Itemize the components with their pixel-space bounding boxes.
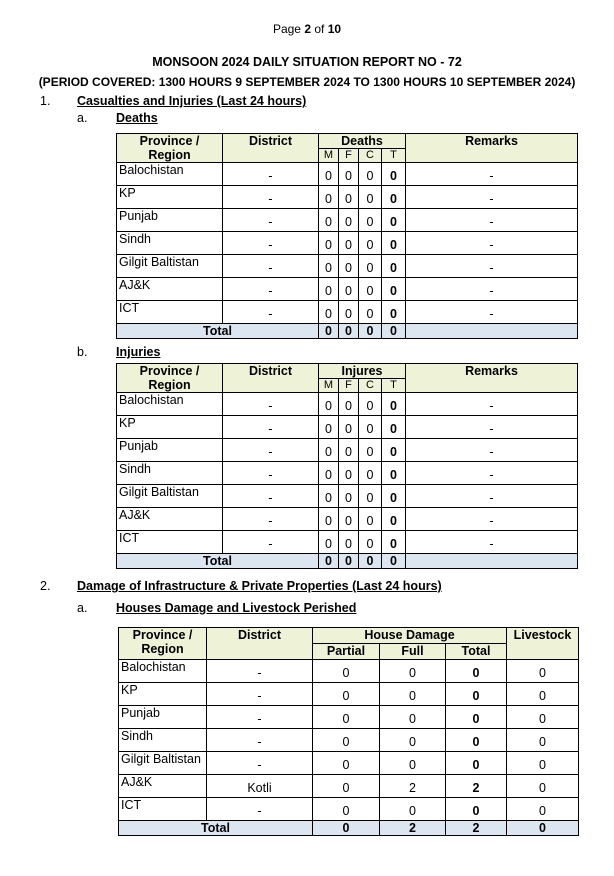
cell-c: 0 (359, 163, 382, 186)
cell-partial: 0 (313, 775, 380, 798)
col-t: T (382, 379, 406, 393)
cell-full: 0 (380, 798, 446, 821)
cell-c: 0 (359, 508, 382, 531)
col-province: Province / Region (117, 134, 223, 163)
cell-partial: 0 (313, 729, 380, 752)
cell-district: - (207, 798, 313, 821)
cell-livestock: 0 (507, 775, 579, 798)
cell-remarks: - (406, 255, 578, 278)
cell-remarks: - (406, 439, 578, 462)
total-row (119, 821, 579, 836)
col-province: Province / Region (117, 364, 223, 393)
col-f: F (339, 379, 359, 393)
total-m: 0 (319, 324, 339, 339)
cell-remarks: - (406, 531, 578, 554)
cell-full: 0 (380, 660, 446, 683)
col-group: Injures (319, 364, 406, 379)
cell-t: 0 (382, 301, 406, 324)
total-label: Total (117, 554, 319, 569)
cell-province: Punjab (117, 439, 223, 462)
deaths-table (116, 133, 578, 339)
cell-c: 0 (359, 485, 382, 508)
cell-total: 0 (446, 752, 507, 775)
cell-district: - (223, 508, 319, 531)
cell-c: 0 (359, 209, 382, 232)
total-partial: 0 (313, 821, 380, 836)
cell-partial: 0 (313, 706, 380, 729)
cell-partial: 0 (313, 683, 380, 706)
cell-c: 0 (359, 255, 382, 278)
cell-t: 0 (382, 531, 406, 554)
total-full: 2 (380, 821, 446, 836)
cell-f: 0 (339, 439, 359, 462)
cell-livestock: 0 (507, 752, 579, 775)
cell-m: 0 (319, 531, 339, 554)
injuries-heading: Injuries (116, 345, 161, 359)
cell-m: 0 (319, 209, 339, 232)
cell-district: - (223, 301, 319, 324)
cell-f: 0 (339, 255, 359, 278)
table-row (117, 278, 578, 301)
cell-m: 0 (319, 278, 339, 301)
cell-remarks: - (406, 186, 578, 209)
cell-full: 0 (380, 752, 446, 775)
table-row (119, 660, 579, 683)
table-row (117, 531, 578, 554)
col-total: Total (446, 644, 507, 660)
col-full: Full (380, 644, 446, 660)
cell-district: - (223, 393, 319, 416)
cell-f: 0 (339, 209, 359, 232)
cell-remarks: - (406, 508, 578, 531)
total-remarks (406, 554, 578, 569)
col-group: Deaths (319, 134, 406, 149)
period-covered: (PERIOD COVERED: 1300 HOURS 9 SEPTEMBER 2024 TO 1300 HOURS 10 SEPTEMBER 2024) (38, 75, 576, 89)
cell-livestock: 0 (507, 706, 579, 729)
houses-heading: Houses Damage and Livestock Perished (116, 601, 357, 615)
cell-district: - (223, 416, 319, 439)
col-partial: Partial (313, 644, 380, 660)
cell-t: 0 (382, 508, 406, 531)
cell-partial: 0 (313, 660, 380, 683)
cell-district: - (223, 255, 319, 278)
table-row (117, 255, 578, 278)
cell-province: Balochistan (117, 393, 223, 416)
houses-letter: a. (77, 601, 88, 615)
cell-district: - (207, 683, 313, 706)
total-label: Total (117, 324, 319, 339)
col-district: District (223, 364, 319, 393)
cell-remarks: - (406, 232, 578, 255)
cell-province: KP (117, 186, 223, 209)
cell-province: ICT (117, 301, 223, 324)
report-title: MONSOON 2024 DAILY SITUATION REPORT NO - 72 (152, 55, 462, 69)
cell-province: Gilgit Baltistan (119, 752, 207, 775)
col-f: F (339, 149, 359, 163)
cell-province: Gilgit Baltistan (117, 255, 223, 278)
cell-c: 0 (359, 416, 382, 439)
col-c: C (359, 149, 382, 163)
cell-f: 0 (339, 393, 359, 416)
cell-province: Sindh (117, 462, 223, 485)
cell-district: - (223, 209, 319, 232)
cell-c: 0 (359, 278, 382, 301)
total-remarks (406, 324, 578, 339)
col-livestock: Livestock (507, 628, 579, 660)
cell-t: 0 (382, 163, 406, 186)
cell-f: 0 (339, 186, 359, 209)
total-total: 2 (446, 821, 507, 836)
cell-full: 0 (380, 729, 446, 752)
injuries-table (116, 363, 578, 569)
cell-t: 0 (382, 393, 406, 416)
section-2-title: Damage of Infrastructure & Private Properties (Last 24 hours) (77, 579, 442, 593)
cell-f: 0 (339, 232, 359, 255)
col-district: District (207, 628, 313, 660)
cell-province: Balochistan (119, 660, 207, 683)
col-district: District (223, 134, 319, 163)
cell-remarks: - (406, 301, 578, 324)
col-m: M (319, 379, 339, 393)
table-row (119, 798, 579, 821)
cell-livestock: 0 (507, 798, 579, 821)
cell-m: 0 (319, 416, 339, 439)
cell-c: 0 (359, 462, 382, 485)
cell-province: KP (117, 416, 223, 439)
table-row (119, 752, 579, 775)
cell-province: ICT (117, 531, 223, 554)
table-row (117, 232, 578, 255)
cell-province: KP (119, 683, 207, 706)
total-row (117, 554, 578, 569)
cell-total: 0 (446, 660, 507, 683)
cell-district: - (223, 278, 319, 301)
section-2-number: 2. (40, 579, 51, 593)
cell-district: - (207, 706, 313, 729)
cell-f: 0 (339, 531, 359, 554)
col-t: T (382, 149, 406, 163)
table-row (117, 186, 578, 209)
cell-c: 0 (359, 439, 382, 462)
cell-district: - (223, 232, 319, 255)
cell-province: Punjab (117, 209, 223, 232)
cell-m: 0 (319, 232, 339, 255)
table-row (117, 209, 578, 232)
cell-c: 0 (359, 301, 382, 324)
cell-district: - (223, 163, 319, 186)
cell-m: 0 (319, 508, 339, 531)
cell-total: 0 (446, 729, 507, 752)
table-row (117, 439, 578, 462)
cell-district: - (223, 531, 319, 554)
cell-province: Sindh (119, 729, 207, 752)
cell-province: Punjab (119, 706, 207, 729)
col-house-damage: House Damage (313, 628, 507, 644)
cell-total: 0 (446, 706, 507, 729)
total-f: 0 (339, 554, 359, 569)
table-row (119, 729, 579, 752)
cell-f: 0 (339, 508, 359, 531)
section-1-title: Casualties and Injuries (Last 24 hours) (77, 94, 307, 108)
total-label: Total (119, 821, 313, 836)
cell-district: - (223, 485, 319, 508)
cell-livestock: 0 (507, 660, 579, 683)
cell-f: 0 (339, 301, 359, 324)
page-number: Page 2 of 10 (272, 22, 342, 36)
cell-remarks: - (406, 393, 578, 416)
cell-c: 0 (359, 186, 382, 209)
total-livestock: 0 (507, 821, 579, 836)
total-f: 0 (339, 324, 359, 339)
cell-m: 0 (319, 485, 339, 508)
cell-district: Kotli (207, 775, 313, 798)
cell-livestock: 0 (507, 683, 579, 706)
cell-f: 0 (339, 462, 359, 485)
cell-m: 0 (319, 462, 339, 485)
cell-m: 0 (319, 163, 339, 186)
deaths-heading: Deaths (116, 111, 158, 125)
cell-t: 0 (382, 209, 406, 232)
total-row (117, 324, 578, 339)
total-c: 0 (359, 324, 382, 339)
cell-total: 0 (446, 798, 507, 821)
total-c: 0 (359, 554, 382, 569)
table-row (119, 683, 579, 706)
cell-remarks: - (406, 278, 578, 301)
total-t: 0 (382, 554, 406, 569)
col-c: C (359, 379, 382, 393)
deaths-letter: a. (77, 111, 88, 125)
cell-m: 0 (319, 393, 339, 416)
cell-remarks: - (406, 163, 578, 186)
cell-district: - (207, 752, 313, 775)
injuries-letter: b. (77, 345, 88, 359)
cell-t: 0 (382, 278, 406, 301)
cell-t: 0 (382, 462, 406, 485)
cell-t: 0 (382, 416, 406, 439)
cell-district: - (207, 660, 313, 683)
cell-full: 2 (380, 775, 446, 798)
table-row (119, 775, 579, 798)
total-m: 0 (319, 554, 339, 569)
col-remarks: Remarks (406, 364, 578, 393)
table-row (117, 462, 578, 485)
table-row (117, 508, 578, 531)
cell-t: 0 (382, 485, 406, 508)
cell-total: 0 (446, 683, 507, 706)
cell-remarks: - (406, 416, 578, 439)
table-row (117, 416, 578, 439)
cell-district: - (223, 186, 319, 209)
cell-province: ICT (119, 798, 207, 821)
cell-province: AJ&K (117, 278, 223, 301)
cell-district: - (207, 729, 313, 752)
cell-remarks: - (406, 485, 578, 508)
cell-t: 0 (382, 255, 406, 278)
table-row (117, 301, 578, 324)
cell-district: - (223, 462, 319, 485)
cell-f: 0 (339, 485, 359, 508)
cell-full: 0 (380, 706, 446, 729)
cell-partial: 0 (313, 798, 380, 821)
col-m: M (319, 149, 339, 163)
cell-m: 0 (319, 439, 339, 462)
cell-m: 0 (319, 301, 339, 324)
cell-province: Sindh (117, 232, 223, 255)
cell-c: 0 (359, 393, 382, 416)
cell-remarks: - (406, 462, 578, 485)
cell-t: 0 (382, 439, 406, 462)
cell-province: Gilgit Baltistan (117, 485, 223, 508)
cell-c: 0 (359, 232, 382, 255)
cell-full: 0 (380, 683, 446, 706)
cell-m: 0 (319, 255, 339, 278)
cell-total: 2 (446, 775, 507, 798)
table-row (117, 163, 578, 186)
cell-remarks: - (406, 209, 578, 232)
cell-f: 0 (339, 163, 359, 186)
houses-table (118, 627, 579, 836)
cell-c: 0 (359, 531, 382, 554)
cell-province: AJ&K (119, 775, 207, 798)
table-row (117, 485, 578, 508)
col-province: Province / Region (119, 628, 207, 660)
cell-province: AJ&K (117, 508, 223, 531)
cell-province: Balochistan (117, 163, 223, 186)
cell-t: 0 (382, 186, 406, 209)
cell-partial: 0 (313, 752, 380, 775)
cell-f: 0 (339, 278, 359, 301)
table-row (117, 393, 578, 416)
col-remarks: Remarks (406, 134, 578, 163)
cell-f: 0 (339, 416, 359, 439)
cell-m: 0 (319, 186, 339, 209)
table-row (119, 706, 579, 729)
section-1-number: 1. (40, 94, 51, 108)
cell-district: - (223, 439, 319, 462)
cell-t: 0 (382, 232, 406, 255)
total-t: 0 (382, 324, 406, 339)
cell-livestock: 0 (507, 729, 579, 752)
